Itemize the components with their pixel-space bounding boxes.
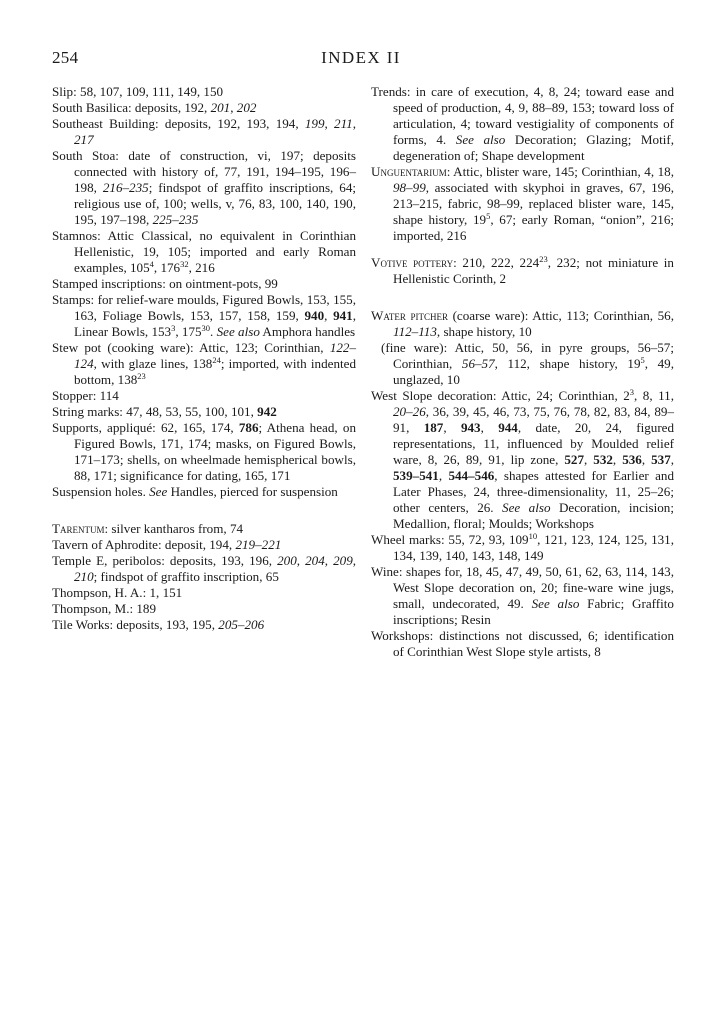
entry-text: , Linear Bowls, 153 — [74, 308, 356, 339]
entry-text: 122–124 — [74, 340, 356, 371]
entry-text: 211 — [334, 116, 353, 131]
entry-text: 187 — [423, 420, 444, 435]
index-entry — [52, 84, 356, 100]
entry-text: ; findspot of graffito inscription, 65 — [93, 569, 279, 584]
entry-text: Handles, pierced for suspension — [167, 484, 338, 499]
entry-text: , 121, 123, 124, 125, 131, 134, 139, 140, 143, 148, 149 — [393, 532, 674, 563]
entry-text: 537 — [651, 452, 671, 467]
entry-text: Temple E, peribolos: deposits, 193, 196, — [52, 553, 278, 568]
index-entry — [52, 100, 356, 116]
entry-text: Slip: 58, 107, 109, 111, 149, 150 — [52, 84, 224, 99]
entry-text: 20–26 — [393, 404, 426, 419]
index-subentry — [371, 340, 674, 388]
entry-text: 200 — [277, 553, 297, 568]
entry-text: Tarentum — [52, 521, 105, 536]
entry-text: , 216 — [188, 260, 215, 275]
index-entry — [52, 585, 356, 601]
index-column-right — [371, 84, 674, 660]
entry-text: 199 — [304, 116, 325, 131]
page-header — [52, 48, 670, 72]
index-entry — [52, 617, 356, 633]
entry-text: Amphora handles — [259, 324, 356, 339]
entry-text: 941 — [333, 308, 353, 323]
entry-text: 527 — [564, 452, 585, 467]
entry-text: Supports, appliqué: 62, 165, 174, — [52, 420, 239, 435]
index-entry — [371, 388, 674, 532]
entry-text: Fabric; Graffito inscriptions; Resin — [393, 596, 674, 627]
entry-text: South Stoa: date of construction, vi, 197; deposits connected with history of, 77, 191, 194–195, 196–198, — [52, 148, 356, 195]
entry-text: , — [324, 553, 334, 568]
entry-text: , — [352, 116, 356, 131]
entry-text: , — [352, 553, 357, 568]
entry-text: Thompson, M.: 189 — [52, 601, 157, 616]
entry-text: , — [612, 452, 623, 467]
entry-text: 210 — [74, 569, 94, 584]
entry-text: , date, 20, 24, figured representations, 11, influenced by Moulded relief ware, 8, 26, 89, 91, lip zone, — [393, 420, 675, 467]
entry-text: 943 — [460, 420, 481, 435]
entry-text: See also — [216, 324, 260, 339]
entry-text: 539–541 — [393, 468, 439, 483]
footnote-ref: 32 — [180, 259, 189, 269]
entry-text: 205–206 — [218, 617, 265, 632]
entry-text: 202 — [236, 100, 257, 115]
entry-text: 786 — [238, 420, 259, 435]
footnote-ref: 10 — [528, 531, 538, 541]
entry-text: Workshops: distinctions not discussed, 6; identification of Corinthian West Slope style artists, 8 — [371, 628, 674, 659]
entry-text: , — [438, 468, 449, 483]
index-entry — [371, 628, 674, 660]
entry-text: Stamps: for relief-ware moulds, Figured Bowls, 153, 155, 163, Foliage Bowls, 153, 157, 158, 159, — [52, 292, 356, 323]
entry-text: , 8, 11, — [634, 388, 674, 403]
entry-text: 201 — [210, 100, 231, 115]
entry-text: 225–235 — [152, 212, 199, 227]
entry-text: 942 — [257, 404, 277, 419]
entry-text: 544–546 — [448, 468, 495, 483]
entry-text: , associated with skyphoi in graves, 67, 196, 213–215, fabric, 98–99, replaced blister ware, 145, shape history, 19 — [393, 180, 674, 227]
entry-text: Water pitcher — [371, 308, 448, 323]
entry-text: 219–221 — [235, 537, 282, 552]
entry-text: See also — [502, 500, 551, 515]
entry-text: ; Athena head, on Figured Bowls, 171, 174; masks, on Figured Bowls, 171–173; shells, on wheelmade hemispherical bowls, 88, 171; significance for dating, 165, 171 — [74, 420, 356, 483]
entry-text: Stew pot (cooking ware): Attic, 123; Corinthian, — [52, 340, 330, 355]
entry-text: 204 — [305, 553, 325, 568]
index-entry — [371, 84, 674, 164]
index-entry — [371, 308, 674, 340]
entry-text: , 112, shape history, 19 — [494, 356, 641, 371]
entry-text: , 232; not miniature in Hellenistic Corinth, 2 — [393, 255, 674, 286]
entry-text: Trends: in care of execution, 4, 8, 24; toward ease and speed of production, 4, 9, 88–89, 153; toward loss of articulation, 4; toward vestigiality of components of forms, 4. — [371, 84, 674, 147]
entry-text: Suspension holes. — [52, 484, 150, 499]
entry-text: , — [296, 553, 306, 568]
entry-text: South Basilica: deposits, 192, — [52, 100, 211, 115]
footnote-ref: 23 — [137, 371, 146, 381]
entry-text: 940 — [304, 308, 325, 323]
index-entry — [52, 148, 356, 228]
index-entry — [371, 532, 674, 564]
entry-text: String marks: 47, 48, 53, 55, 100, 101, — [52, 404, 258, 419]
index-entry — [52, 537, 356, 553]
entry-text: Wine: shapes for, 18, 45, 47, 49, 50, 61, 62, 63, 114, 143, West Slope decoration on, 20; fine-ware wine jugs, small, undecorated, 49. — [371, 564, 674, 611]
entry-text: . — [210, 324, 217, 339]
entry-text: 209 — [333, 553, 353, 568]
entry-text: See also — [455, 132, 506, 147]
index-entry — [52, 388, 356, 404]
entry-text: Tavern of Aphrodite: deposit, 194, — [52, 537, 236, 552]
entry-text: , 175 — [175, 324, 202, 339]
footnote-ref: 23 — [539, 254, 548, 264]
footnote-ref: 3 — [629, 387, 635, 397]
entry-text: , — [324, 308, 334, 323]
index-entry — [52, 116, 356, 148]
entry-text: Votive pottery — [371, 255, 454, 270]
footnote-ref: 30 — [201, 323, 211, 333]
entry-text: , — [641, 452, 652, 467]
entry-text: 536 — [622, 452, 642, 467]
entry-text: , — [443, 420, 461, 435]
footnote-ref: 4 — [149, 259, 154, 269]
entry-text: , 176 — [153, 260, 181, 275]
entry-text: , — [230, 100, 237, 115]
entry-text: , 36, 39, 45, 46, 73, 75, 76, 78, 82, 83, 84, 89–91, — [393, 404, 674, 435]
footnote-ref: 5 — [486, 211, 491, 221]
entry-text: Unguentarium — [371, 164, 447, 179]
index-entry — [371, 255, 674, 287]
entry-text: West Slope decoration: Attic, 24; Corinthian, 2 — [371, 388, 630, 403]
index-column-left — [52, 84, 356, 633]
entry-text: (coarse ware): Attic, 113; Corinthian, 56, — [447, 308, 674, 323]
footnote-ref: 3 — [171, 323, 176, 333]
entry-text: 112–113 — [393, 324, 437, 339]
entry-text: 56–57 — [461, 356, 495, 371]
entry-text: Stamped inscriptions: on ointment-pots, 99 — [52, 276, 278, 291]
index-entry — [52, 404, 356, 420]
index-entry — [52, 340, 356, 388]
entry-text: , shape history, 10 — [436, 324, 532, 339]
entry-text: , — [670, 452, 675, 467]
entry-text: 216–235 — [102, 180, 149, 195]
entry-text: Tile Works: deposits, 193, 195, — [52, 617, 219, 632]
footnote-ref: 5 — [640, 355, 645, 365]
entry-text: Southeast Building: deposits, 192, 193, 194, — [52, 116, 305, 131]
index-entry — [52, 420, 356, 484]
page-number: 254 — [52, 48, 79, 67]
index-entry — [52, 484, 356, 500]
entry-text: 944 — [498, 420, 518, 435]
entry-text: : Attic, blister ware, 145; Corinthian, 4, 18, — [446, 164, 674, 179]
entry-text: : 210, 222, 224 — [453, 255, 540, 270]
entry-text: 98–99 — [393, 180, 426, 195]
entry-text: , — [584, 452, 594, 467]
entry-text: (fine ware): Attic, 50, 56, in pyre groups, 56–57; Corinthian, — [381, 340, 674, 371]
index-entry — [52, 553, 356, 585]
entry-text: See — [149, 484, 168, 499]
index-entry — [371, 164, 674, 244]
entry-text: Stamnos: Attic Classical, no equivalent in Corinthian Hellenistic, 19, 105; imported and early Roman examples, 105 — [52, 228, 356, 275]
entry-text: , 49, unglazed, 10 — [393, 356, 675, 387]
footnote-ref: 24 — [212, 355, 221, 365]
entry-text: See also — [531, 596, 580, 611]
entry-text: , — [324, 116, 335, 131]
entry-text: 532 — [593, 452, 613, 467]
entry-text: ; findspot of graffito inscriptions, 64; religious use of, 100; wells, v, 76, 83, 100, 140, 190, 195, 197–198, — [74, 180, 356, 227]
entry-text: , with glaze lines, 138 — [93, 356, 213, 371]
entry-text: Decoration, incision; Medallion, floral; Moulds; Workshops — [393, 500, 674, 531]
index-entry — [52, 276, 356, 292]
entry-text: Wheel marks: 55, 72, 93, 109 — [371, 532, 529, 547]
entry-text: , 67; early Roman, “onion”, 216; imported, 216 — [393, 212, 675, 243]
entry-text: : silver kantharos from, 74 — [104, 521, 244, 536]
entry-text: 217 — [74, 132, 94, 147]
entry-text: Thompson, H. A.: 1, 151 — [52, 585, 183, 600]
index-entry — [52, 521, 356, 537]
entry-text: , — [480, 420, 499, 435]
index-entry — [52, 228, 356, 276]
index-entry — [52, 292, 356, 340]
entry-text: ; imported, with indented bottom, 138 — [74, 356, 356, 387]
entry-text: , shapes attested for Earlier and Later Phases, 24, three-dimensionality, 11, 25–26; other centers, 26. — [393, 468, 674, 515]
entry-text: Decoration; Glazing; Motif, degeneration of; Shape development — [393, 132, 674, 163]
index-entry — [52, 601, 356, 617]
entry-text: Stopper: 114 — [52, 388, 119, 403]
index-entry — [371, 564, 674, 628]
running-title: INDEX II — [321, 48, 401, 67]
